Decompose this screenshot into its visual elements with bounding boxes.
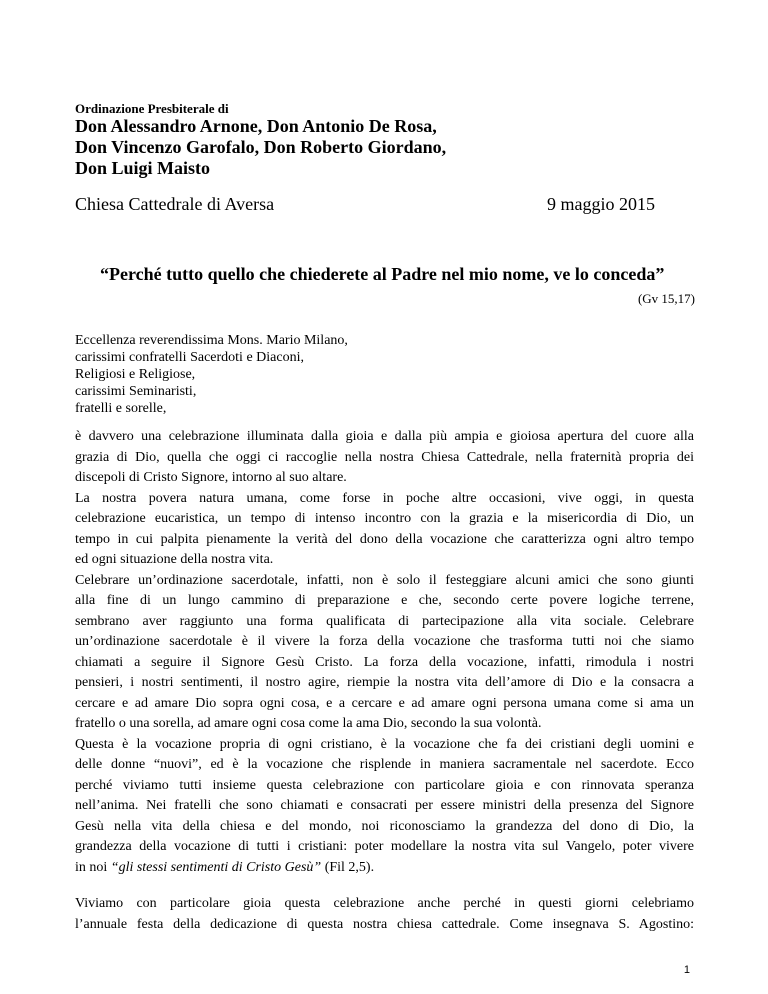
scripture-reference: (Fil 2,5).	[321, 859, 375, 875]
names-line: Don Luigi Maisto	[75, 158, 211, 178]
text-line: Celebrare un’ordinazione sacerdotale, infatti, non è solo il festeggiare alcuni amici che sono giunti	[75, 572, 694, 588]
greeting-line: carissimi confratelli Sacerdoti e Diaconi,	[75, 350, 304, 365]
text-line: Gesù nella vita della chiesa e del mondo, noi riconosciamo la grandezza del dono di Dio, la	[75, 818, 694, 834]
text-line: nell’anima. Nei fratelli che sono chiamati e consacrati per essere ministri della presenza del Signore	[75, 798, 694, 813]
text-line: tempo in cui palpita pienamente la verità del dono della vocazione che caratterizza ogni altro tempo	[75, 531, 694, 547]
text-fragment: in noi	[75, 859, 111, 875]
text-line: grandezza della vocazione di tutti i cristiani: poter modellare la nostra vita sul Vangelo, poter vivere	[75, 839, 694, 854]
text-line: La nostra povera natura umana, come forse in poche altre occasioni, vive oggi, in questa	[75, 490, 694, 506]
scripture-quote: “gli stessi sentimenti di Cristo Gesù”	[110, 859, 322, 875]
greeting-line: Religiosi e Religiose,	[75, 367, 196, 382]
names-line: Don Alessandro Arnone, Don Antonio De Rosa,	[75, 116, 437, 136]
page-number: 1	[683, 964, 690, 976]
text-line: fratello o una sorella, ad amare ogni cosa come la ama Dio, secondo la sua volontà.	[75, 716, 542, 731]
names-line: Don Vincenzo Garofalo, Don Roberto Giordano,	[75, 137, 447, 157]
text-line: l’annuale festa della dedicazione di questa nostra chiesa cattedrale. Come insegnava S. Agostino:	[75, 916, 694, 932]
text-line: Questa è la vocazione propria di ogni cristiano, è la vocazione che fa dei cristiani degli uomini e	[75, 736, 694, 752]
text-line: perché viviamo tutti insieme questa celebrazione con particolare gioia e con rinnovata speranza	[75, 777, 694, 793]
epigraph-quote: “Perché tutto quello che chiederete al Padre nel mio nome, ve lo conceda”	[100, 264, 665, 284]
text-line: alla fine di un lungo cammino di preparazione e che, secondo certe povere logiche terrene,	[75, 593, 694, 608]
text-line: cercare e ad amare Dio sopra ogni cosa, e a cercare e ad amare ogni persona umana come si ama un	[75, 695, 694, 711]
ordination-subtitle: Ordinazione Presbiterale di	[75, 101, 229, 116]
greeting-line: Eccellenza reverendissima Mons. Mario Milano,	[75, 333, 348, 348]
paragraph	[75, 489, 694, 571]
ordinand-names	[75, 116, 446, 179]
text-line: ed ogni situazione della nostra vita.	[75, 552, 274, 567]
text-line: un’ordinazione sacerdotale è il vivere la forza della vocazione che trasforma tutti noi che siamo	[75, 634, 694, 649]
greeting	[75, 332, 348, 417]
text-line: è davvero una celebrazione illuminata dalla gioia e dalla più ampia e gioiosa apertura del cuore alla	[75, 429, 694, 444]
epigraph-reference: (Gv 15,17)	[637, 291, 695, 306]
text-line: celebrazione eucaristica, un tempo di intenso incontro con la grazia e la misericordia di Dio, un	[75, 511, 694, 526]
text-line: pensieri, i nostri sentimenti, il nostro agire, riempie la nostra vita dell’amore di Dio e la consacra a	[75, 675, 694, 690]
text-line: sembrano aver raggiunto una forma qualificata di partecipazione alla vita sociale. Celebrare	[75, 613, 694, 629]
text-line: delle donne “nuovi”, ed è la vocazione che risplende in maniera sacramentale nel sacerdote. Ecco	[75, 757, 694, 772]
date: 9 maggio 2015	[547, 194, 655, 214]
text-line: discepoli di Cristo Signore, intorno al suo altare.	[75, 470, 347, 485]
homily-body	[75, 427, 694, 935]
paragraph	[75, 735, 694, 879]
greeting-line: carissimi Seminaristi,	[75, 384, 197, 399]
text-line	[75, 858, 694, 879]
text-line: grazia di Dio, quella che oggi ci raccoglie nella nostra Chiesa Cattedrale, nella fraternità propria dei	[75, 449, 694, 465]
greeting-line: fratelli e sorelle,	[75, 401, 167, 416]
paragraph	[75, 571, 694, 735]
text-line: chiamati a seguire il Signore Gesù Cristo. La forza della vocazione, infatti, rimodula i nostri	[75, 654, 694, 670]
paragraph	[75, 427, 694, 489]
place: Chiesa Cattedrale di Aversa	[75, 194, 275, 214]
text-line: Viviamo con particolare gioia questa celebrazione anche perché in questi giorni celebriamo	[75, 896, 694, 911]
paragraph	[75, 894, 694, 935]
